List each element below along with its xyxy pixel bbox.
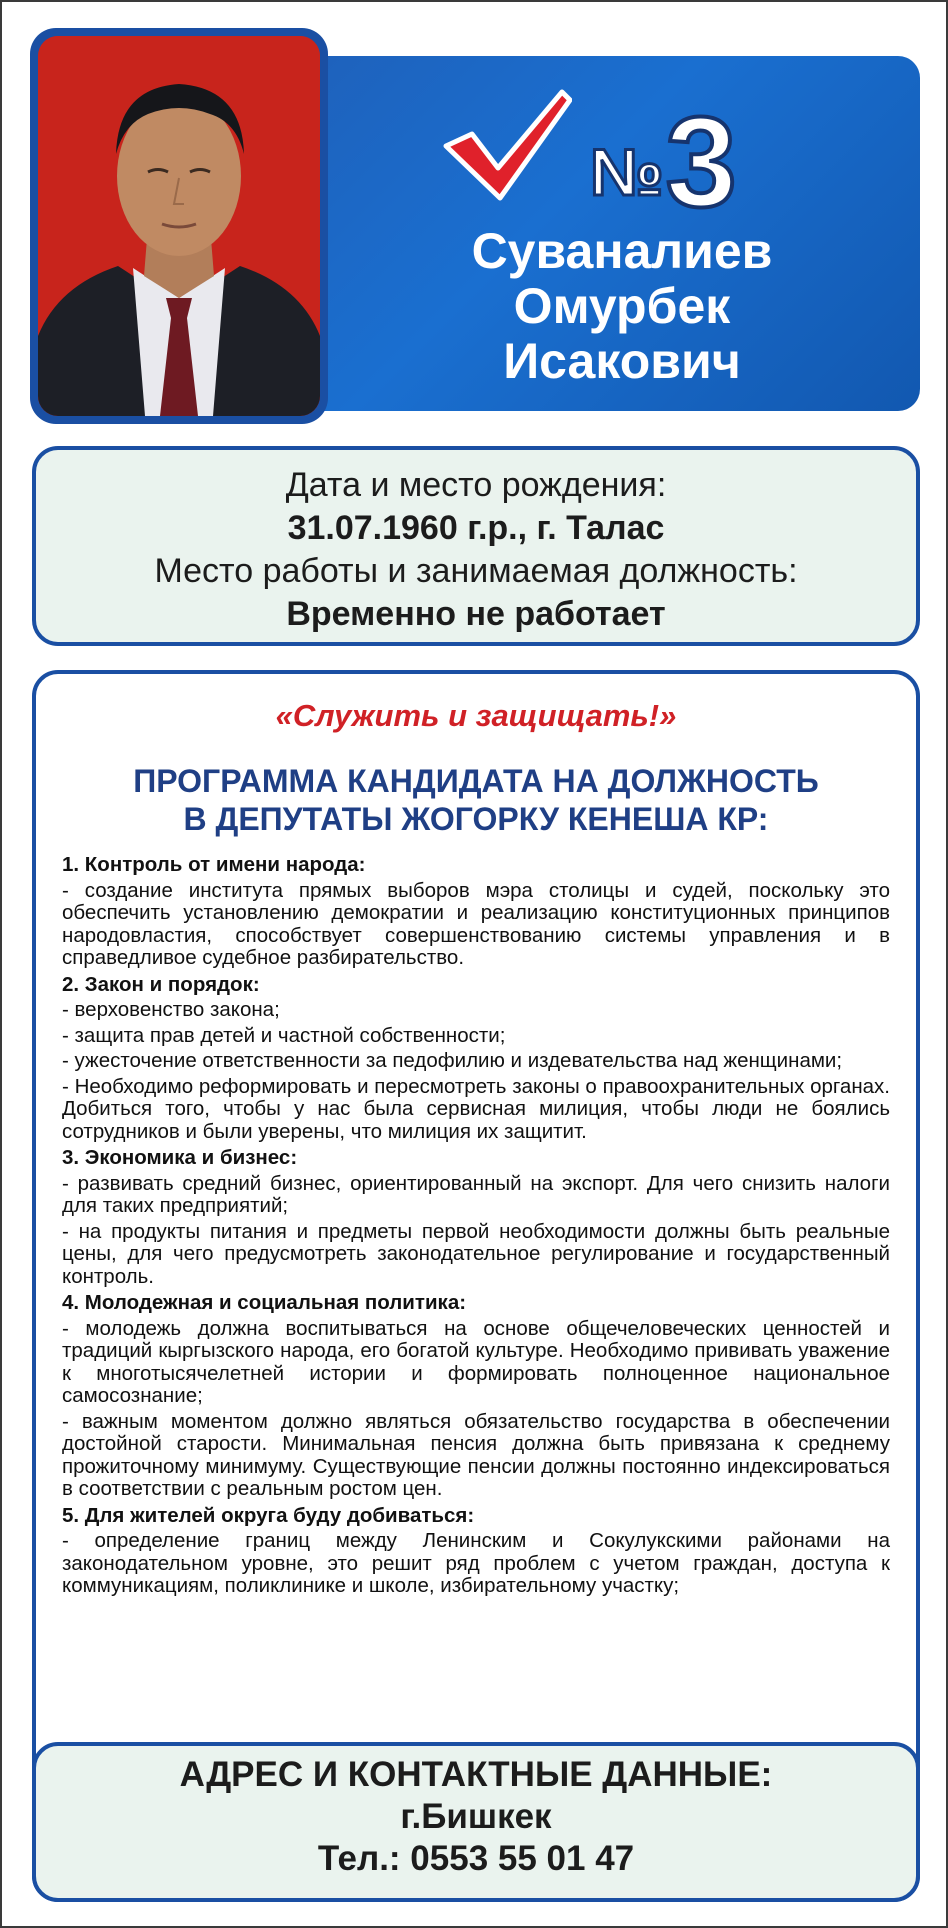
birth-label: Дата и место рождения: [285, 466, 667, 504]
candidate-portrait-image [38, 36, 320, 416]
section-item: - создание института прямых выборов мэра столицы и судей, поскольку это обеспечить установлению демократии и реализацию конституционных принципов народовластия, способствует совершенствованию системы управления и в справедливое судебное разбирательство. [62, 878, 890, 969]
section-heading: 3. Экономика и бизнес: [62, 1146, 298, 1169]
work-label: Место работы и занимаемая должность: [154, 552, 798, 590]
contact-city: г.Бишкек [400, 1797, 552, 1836]
program-body [62, 854, 890, 1598]
checkmark-icon [442, 86, 572, 206]
section-heading: 4. Молодежная и социальная политика: [62, 1291, 467, 1314]
program-box [32, 670, 920, 1902]
program-title [36, 762, 916, 838]
number-sign: № [590, 135, 662, 209]
number-value: 3 [665, 91, 737, 234]
contact-phone: Тел.: 0553 55 01 47 [317, 1839, 635, 1878]
section-item: - развивать средний бизнес, ориентированный на экспорт. Для чего снизить налоги для таких предприятий; [62, 1171, 890, 1217]
candidate-photo [38, 36, 320, 416]
contact-box [32, 1742, 920, 1902]
candidate-patronymic: Исакович [503, 333, 741, 389]
section-item: - Необходимо реформировать и пересмотреть законы о правоохранительных органах. Добиться того, чтобы у нас была сервисная милиция, чтобы люди не боялись сотрудников и были уверены, что милиция их защитит. [62, 1074, 890, 1143]
section-item: - определение границ между Ленинским и Сокулукскими районами на законодательном уровне, это решит ряд проблем с учетом граждан, доступа к коммуникациям, поликлинике и школе, избирательному участку; [62, 1529, 890, 1597]
section-item: - защита прав детей и частной собственности; [62, 1023, 506, 1047]
section-heading: 2. Закон и порядок: [62, 972, 260, 996]
contact-title: АДРЕС И КОНТАКТНЫЕ ДАННЫЕ: [179, 1755, 773, 1794]
birth-value: 31.07.1960 г.р., г. Талас [287, 509, 665, 547]
work-value: Временно не работает [286, 595, 666, 633]
section-heading: 5. Для жителей округа буду добиваться: [62, 1503, 475, 1527]
section-item: - важным моментом должно являться обязательство государства в обеспечении достойной старости. Минимальная пенсия должна быть привязана к среднему прожиточному минимуму. Существующие пенсии должны постоянно индексироваться в соответствии с реальным ростом цен. [62, 1409, 890, 1500]
section-item: - ужесточение ответственности за педофилию и издевательства над женщинами; [62, 1049, 843, 1072]
slogan: «Служить и защищать!» [275, 698, 677, 733]
candidate-photo-frame [30, 28, 328, 424]
candidate-number [590, 91, 737, 234]
section-item: - на продукты питания и предметы первой необходимости должны быть реальные цены, для чего предусмотреть законодательное регулирование и государственный контроль. [62, 1219, 890, 1288]
program-title-line: ПРОГРАММА КАНДИДАТА НА ДОЛЖНОСТЬ [133, 763, 819, 799]
candidate-surname: Суваналиев [471, 223, 773, 279]
candidate-first-name: Омурбек [513, 278, 731, 334]
candidate-name [422, 224, 822, 389]
section-item: - верховенство закона; [62, 998, 280, 1021]
section-heading: 1. Контроль от имени народа: [62, 853, 366, 876]
personal-info-box [32, 446, 920, 646]
section-item: - молодежь должна воспитываться на основе общечеловеческих ценностей и традиций кыргызского народа, его богатой культуре. Необходимо прививать уважение к многотысячелетней истории и формировать полноценное национальное самосознание; [62, 1316, 890, 1407]
program-title-line: В ДЕПУТАТЫ ЖОГОРКУ КЕНЕША КР: [183, 801, 769, 837]
